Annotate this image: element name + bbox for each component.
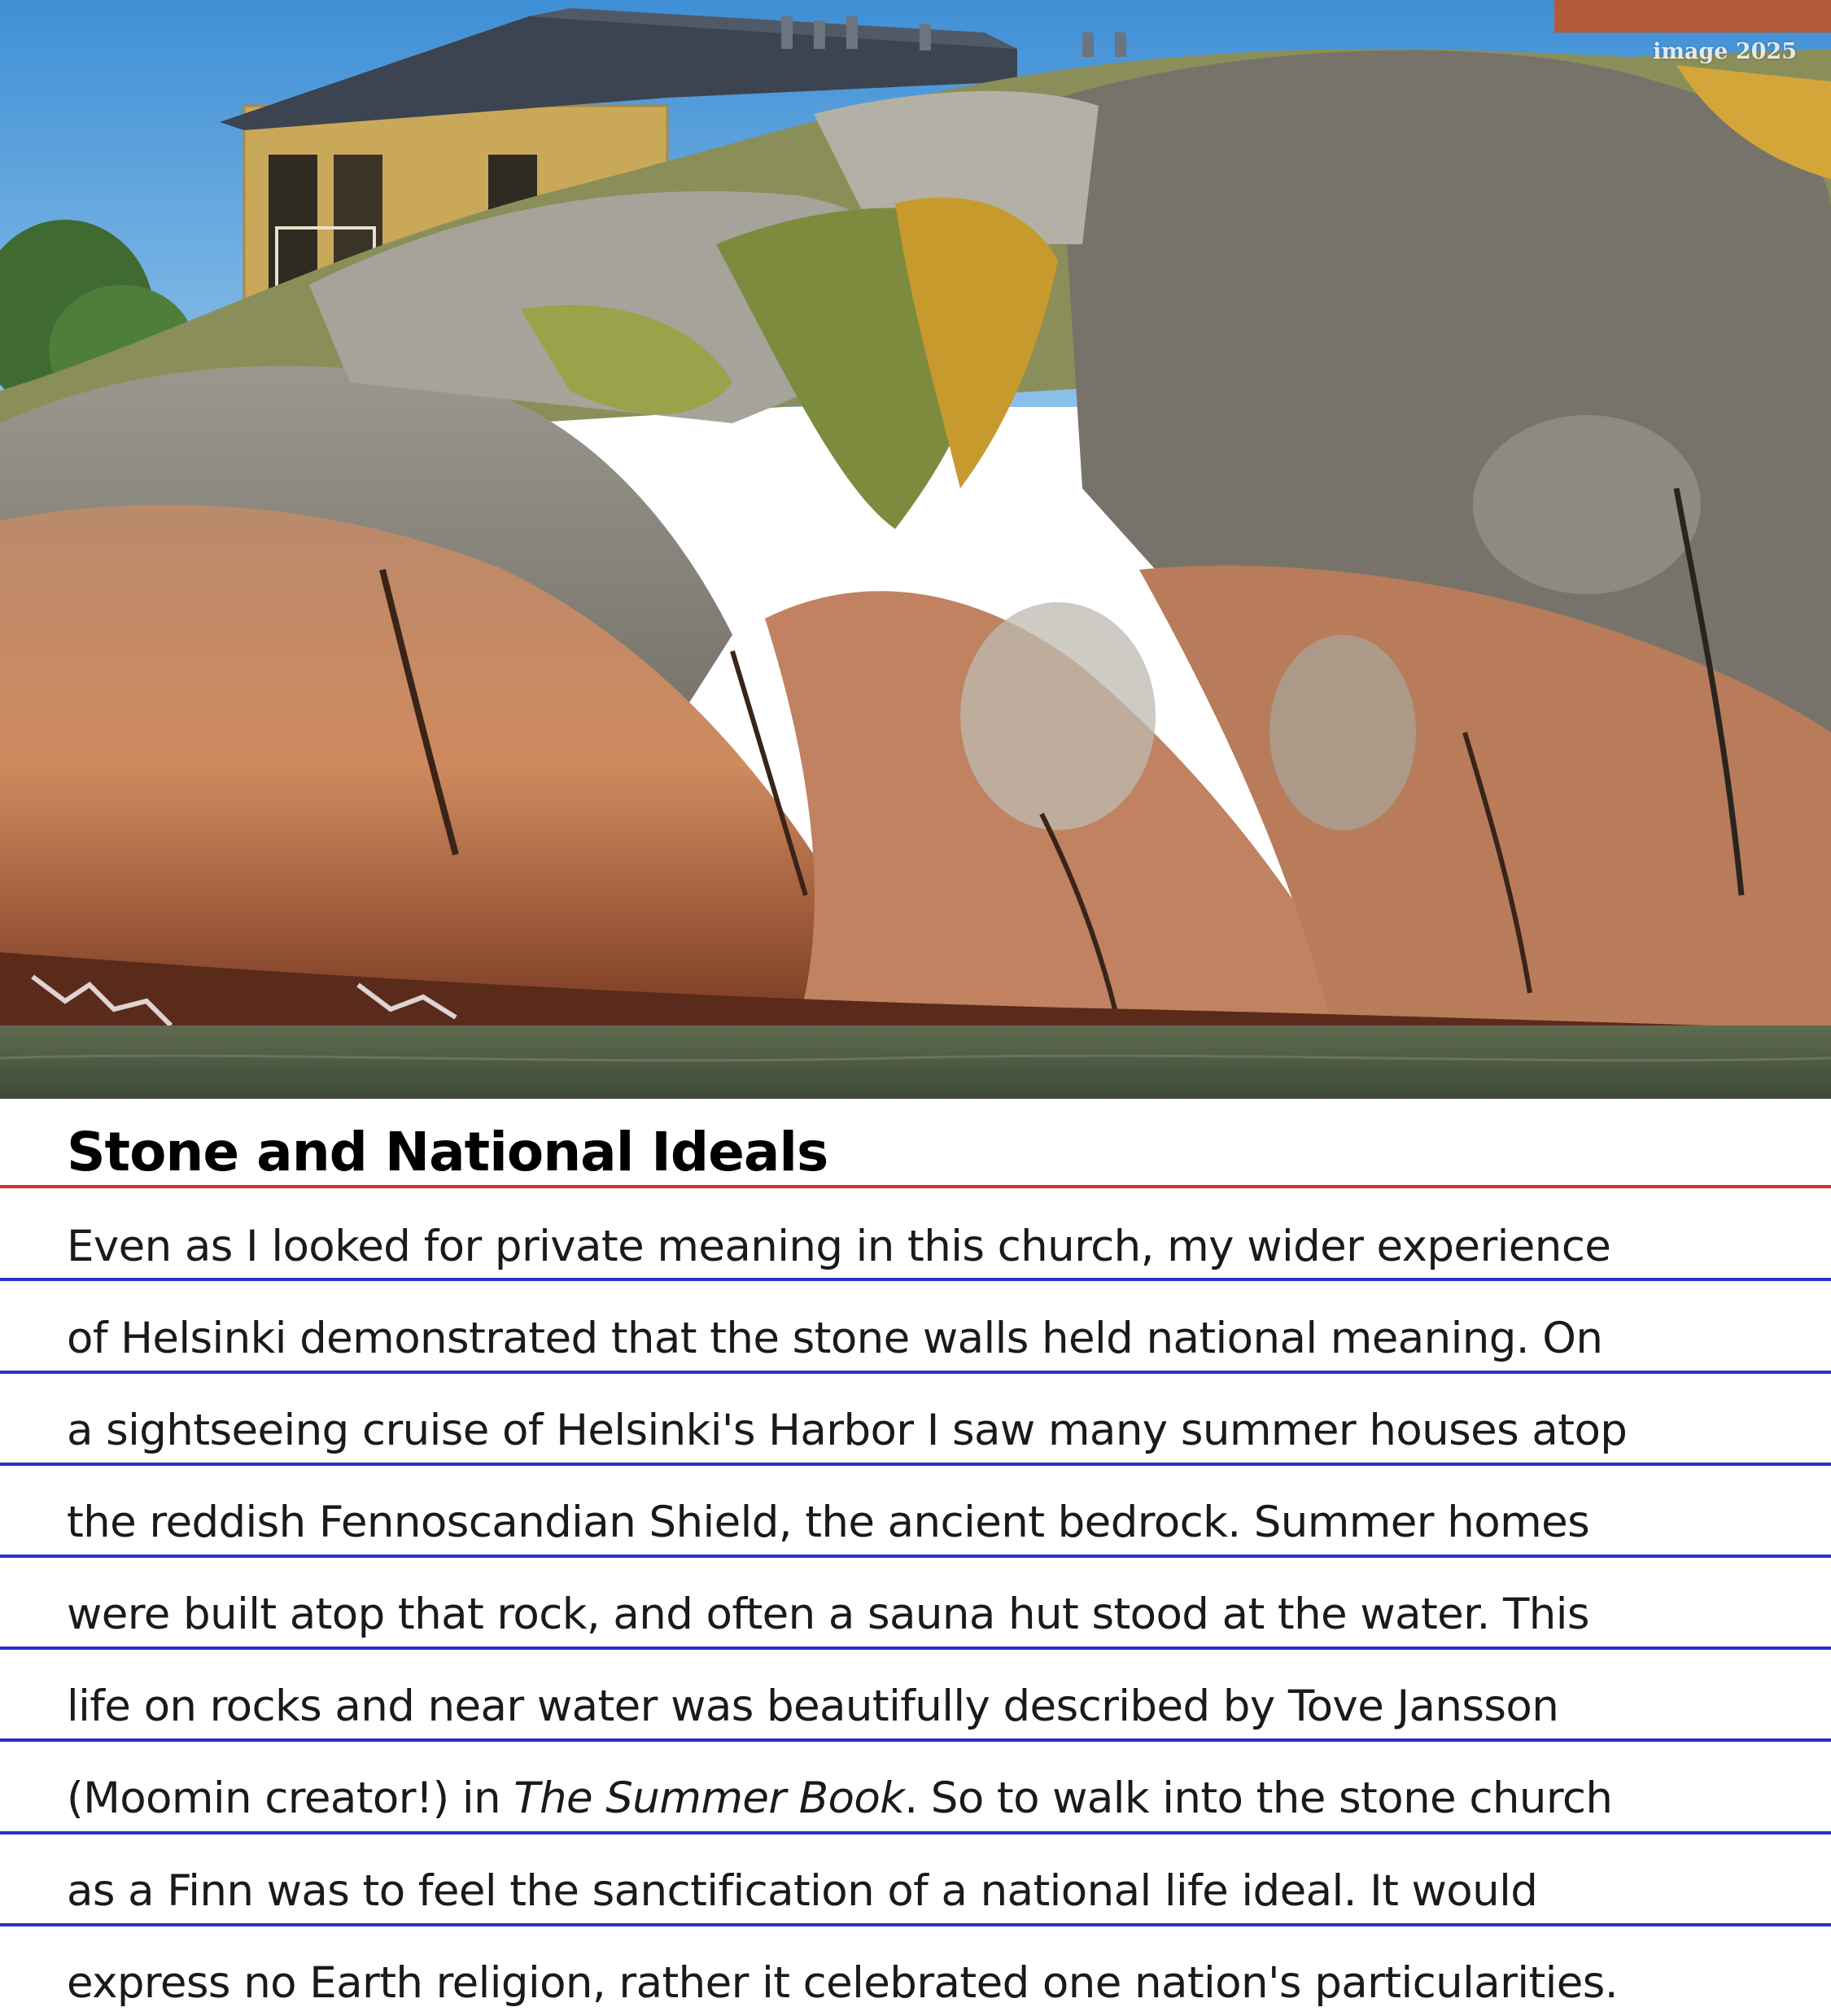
text-line-6: life on rocks and near water was beautifully described by Tove Jansson — [67, 1681, 1559, 1731]
text-line-3: a sightseeing cruise of Helsinki's Harbor I saw many summer houses atop — [67, 1406, 1628, 1455]
text-line-9: express no Earth religion, rather it celebrated one nation's particularities. — [67, 1958, 1619, 2008]
ruled-line — [0, 1738, 1831, 1742]
text-line-7 — [67, 1766, 1808, 1831]
section-title: Stone and National Ideals — [67, 1121, 828, 1183]
ruled-line — [0, 1278, 1831, 1281]
ruled-line — [0, 1555, 1831, 1558]
ruled-line — [0, 1646, 1831, 1650]
title-underline — [0, 1185, 1831, 1188]
book-title: The Summer Book — [513, 1773, 905, 1823]
text-line-5: were built atop that rock, and often a sauna hut stood at the water. This — [67, 1590, 1589, 1639]
text-line-7-start: (Moomin creator!) in — [67, 1773, 514, 1823]
text-line-4: the reddish Fennoscandian Shield, the ancient bedrock. Summer homes — [67, 1498, 1590, 1547]
ruled-line — [0, 1923, 1831, 1926]
text-line-2: of Helsinki demonstrated that the stone walls held national meaning. On — [67, 1314, 1603, 1363]
text-line-1: Even as I looked for private meaning in this church, my wider experience — [67, 1222, 1611, 1271]
ruled-line — [0, 1371, 1831, 1374]
text-line-7-end: . So to walk into the stone church — [904, 1773, 1613, 1823]
text-line-8: as a Finn was to feel the sanctification of a national life ideal. It would — [67, 1866, 1538, 1916]
ruled-line — [0, 1831, 1831, 1835]
image-watermark: image 2025 — [1653, 39, 1797, 64]
ruled-line — [0, 1463, 1831, 1466]
